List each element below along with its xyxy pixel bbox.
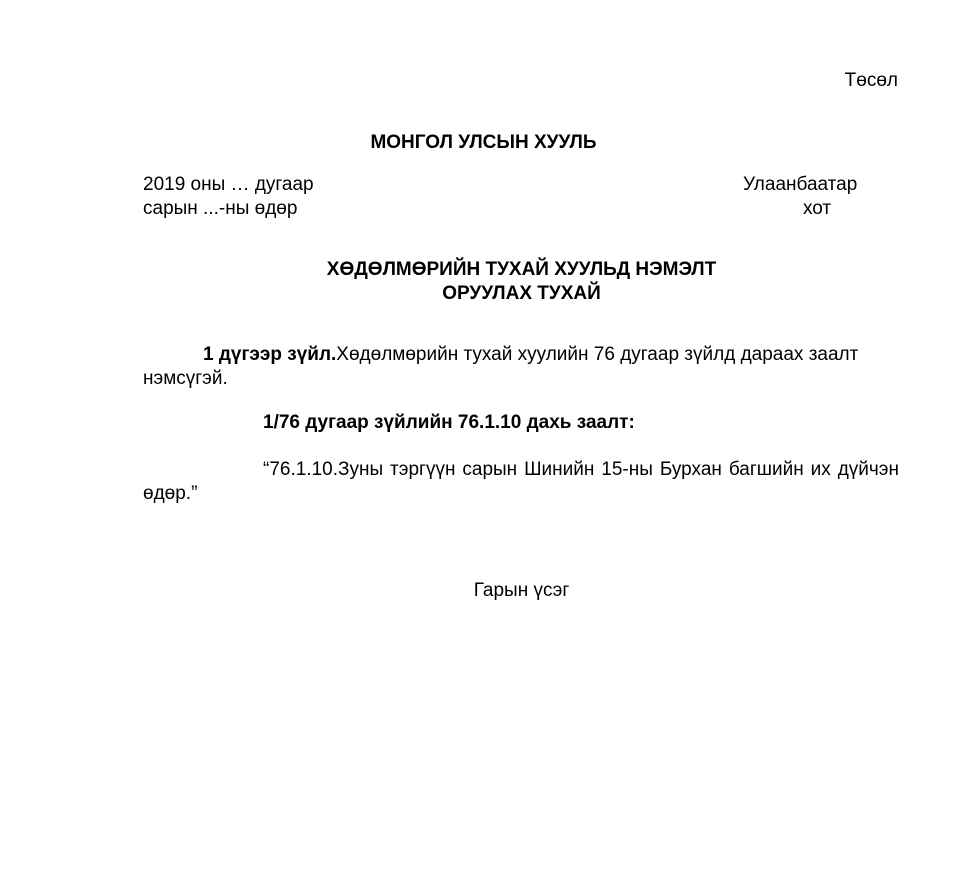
date-line-2: сарын ...-ны өдөр <box>143 198 298 219</box>
draft-label: Төсөл <box>844 70 898 91</box>
clause-text: “76.1.10.Зуны тэргүүн сарын Шинийн 15-ны Бурхан багшийн их дүйчэн өдөр.” <box>143 459 899 504</box>
article-label: 1 дүгээр зүйл. <box>203 344 337 365</box>
date-line-1: 2019 оны … дугаар <box>143 174 314 195</box>
sub-article-heading: 1/76 дугаар зүйлийн 76.1.10 дахь заалт: <box>263 412 635 433</box>
law-title: МОНГОЛ УЛСЫН ХУУЛЬ <box>370 132 597 153</box>
city-line-2: хот <box>803 198 832 219</box>
article-1 <box>143 343 899 391</box>
document-title <box>0 258 967 306</box>
city-line-1: Улаанбаатар <box>743 174 858 195</box>
signature-label: Гарын үсэг <box>473 580 570 601</box>
document-title-line-1: ХӨДӨЛМӨРИЙН ТУХАЙ ХУУЛЬД НЭМЭЛТ <box>326 259 717 280</box>
article-text: Хөдөлмөрийн тухай хуулийн 76 дугаар зүйлд дараах заалт нэмсүгэй. <box>143 344 859 389</box>
document-title-line-2: ОРУУЛАХ ТУХАЙ <box>442 283 601 304</box>
